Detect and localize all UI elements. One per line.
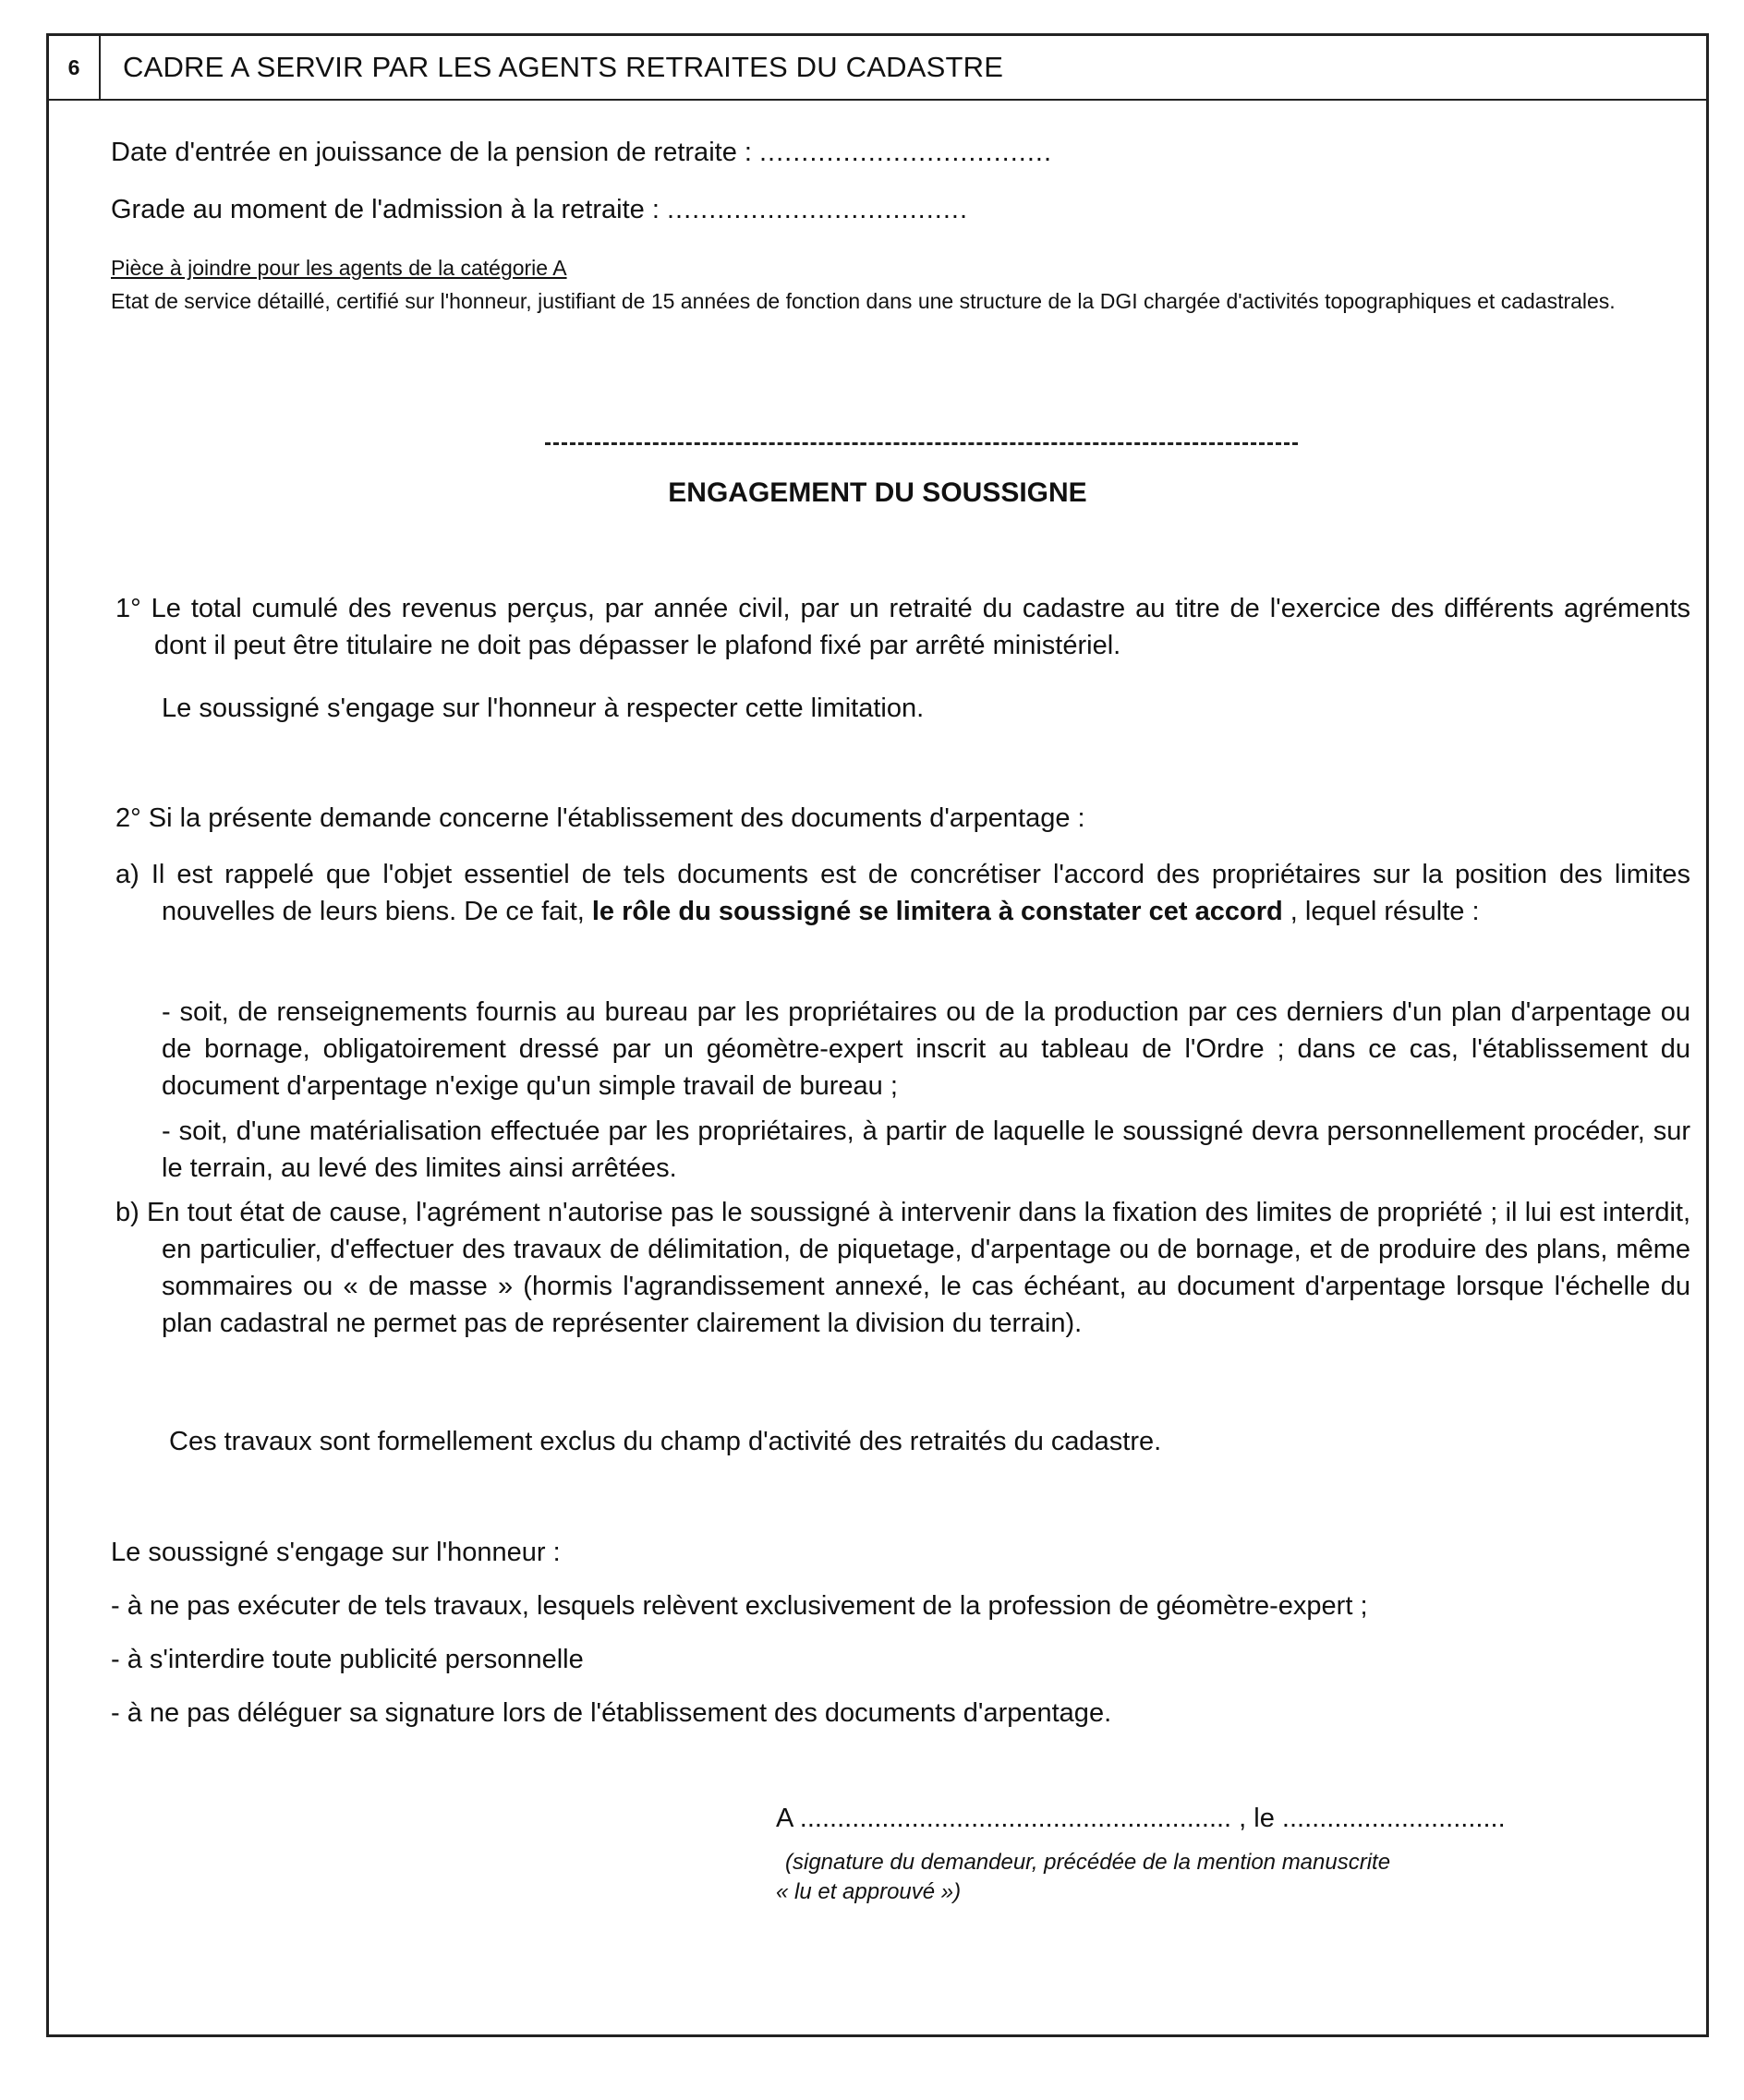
signature-note-line-1: (signature du demandeur, précédée de la mention manuscrite bbox=[785, 1850, 1391, 1875]
clause-b: b) En tout état de cause, l'agrément n'autorise pas le soussigné à intervenir dans la fixation des limites de propriété ; il lui est interdit, en particulier, d'effectuer des travaux de délimitation, de piquetage, d'arpentage ou de bornage, et de produire des plans, même sommaires ou « de masse » (hormis l'agrandissement annexé, le cas échéant, au document d'arpentage lorsque l'échelle du plan cadastral ne permet pas de représenter clairement la division du terrain). bbox=[115, 1198, 1690, 1338]
grade-field-row bbox=[111, 191, 1681, 228]
engagement-paragraph-2: 2° Si la présente demande concerne l'établissement des documents d'arpentage : bbox=[115, 803, 1085, 833]
engagement-title: ENGAGEMENT DU SOUSSIGNE bbox=[668, 477, 1087, 508]
clause-a bbox=[115, 856, 1690, 930]
clause-a-end: , lequel résulte : bbox=[1290, 897, 1480, 926]
clause-a-bold: le rôle du soussigné se limitera à constater cet accord bbox=[591, 897, 1283, 926]
clause-a-item-2: - soit, d'une matérialisation effectuée par les propriétaires, à partir de laquelle le soussigné devra personnellement procéder, sur le terrain, au levé des limites ainsi arrêtées. bbox=[162, 1116, 1690, 1183]
signature-place-date: A .......................................................... , le .............................. bbox=[776, 1804, 1506, 1833]
date-field-label: Date d'entrée en jouissance de la pension de retraite : bbox=[111, 138, 752, 167]
attachment-text: Etat de service détaillé, certifié sur l'honneur, justifiant de 15 années de fonction dans une structure de la DGI chargée d'activités topographiques et cadastrales. bbox=[111, 289, 1616, 313]
commitment-intro: Le soussigné s'engage sur l'honneur : bbox=[111, 1538, 561, 1567]
grade-field-dots: .................................... bbox=[666, 195, 969, 224]
dashed-separator bbox=[545, 442, 1298, 445]
form-section-frame bbox=[46, 33, 1709, 2037]
attachment-heading: Pièce à joindre pour les agents de la catégorie A bbox=[111, 256, 567, 280]
clause-a-text: a) Il est rappelé que l'objet essentiel de tels documents est de concrétiser l'accord des propriétaires sur la position des limites nouvelles de leurs biens. De ce fait, bbox=[115, 860, 1690, 926]
engagement-paragraph-1: 1° Le total cumulé des revenus perçus, par année civil, par un retraité du cadastre au titre de l'exercice des différents agréments dont il peut être titulaire ne doit pas dépasser le plafond fixé par arrêté ministériel. bbox=[115, 594, 1690, 660]
clause-a-item-1: - soit, de renseignements fournis au bureau par les propriétaires ou de la production par ces derniers d'un plan d'arpentage ou de bornage, obligatoirement dressé par un géomètre-expert inscrit au tableau de l'Ordre ; dans ce cas, l'établissement du document d'arpentage n'exige qu'un simple travail de bureau ; bbox=[162, 997, 1690, 1101]
section-header bbox=[49, 36, 1706, 101]
date-field-row bbox=[111, 134, 1681, 171]
clause-b-note: Ces travaux sont formellement exclus du champ d'activité des retraités du cadastre. bbox=[169, 1427, 1162, 1456]
grade-field-label: Grade au moment de l'admission à la retraite : bbox=[111, 195, 660, 224]
date-field-dots: ................................... bbox=[759, 138, 1052, 167]
commitment-item-2: - à s'interdire toute publicité personnelle bbox=[111, 1645, 584, 1674]
signature-note-line-2: « lu et approuvé ») bbox=[776, 1879, 962, 1904]
engagement-commitment-1: Le soussigné s'engage sur l'honneur à respecter cette limitation. bbox=[162, 694, 925, 723]
commitment-item-1: - à ne pas exécuter de tels travaux, lesquels relèvent exclusivement de la profession de géomètre-expert ; bbox=[111, 1591, 1368, 1621]
section-title: CADRE A SERVIR PAR LES AGENTS RETRAITES DU CADASTRE bbox=[123, 51, 1004, 83]
commitment-item-3: - à ne pas déléguer sa signature lors de l'établissement des documents d'arpentage. bbox=[111, 1698, 1112, 1728]
section-number: 6 bbox=[49, 36, 101, 99]
